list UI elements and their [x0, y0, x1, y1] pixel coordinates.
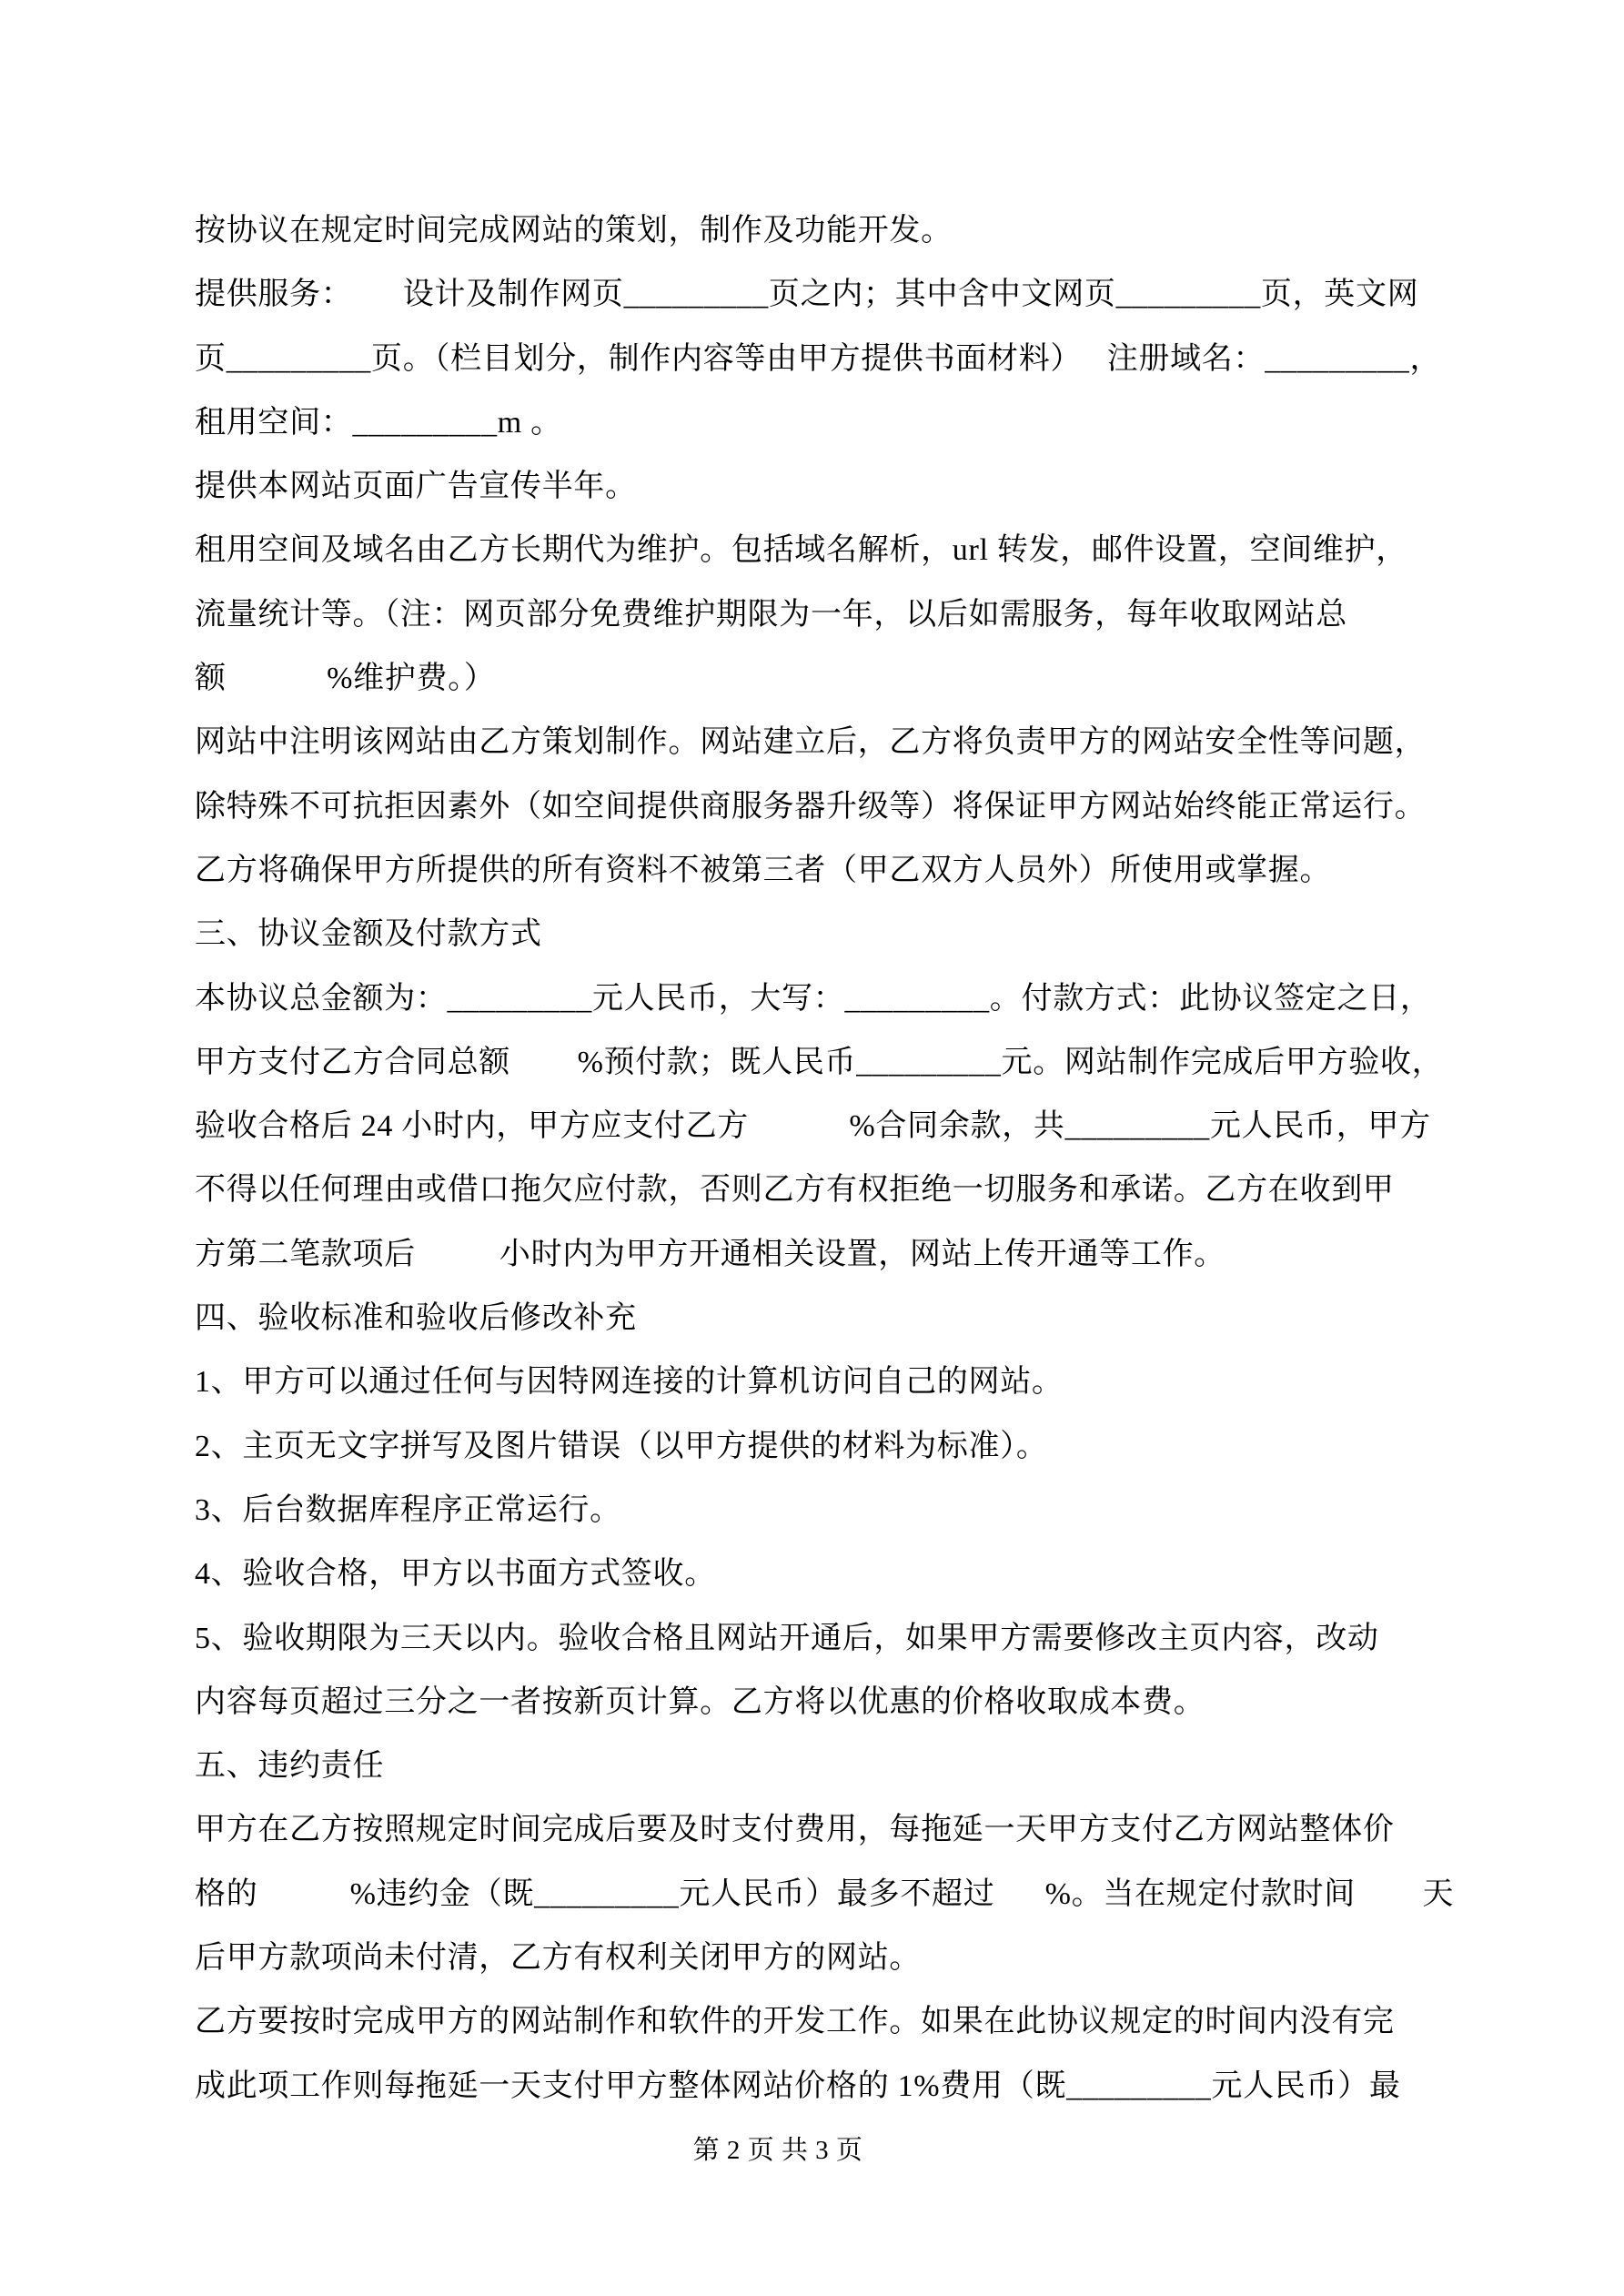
contract-line: 按协议在规定时间完成网站的策划，制作及功能开发。 — [195, 214, 953, 248]
page-number-footer: 第 2 页 共 3 页 — [692, 2136, 863, 2165]
contract-line: 除特殊不可抗拒因素外（如空间提供商服务器升级等）将保证甲方网站始终能正常运行。 — [195, 789, 1427, 824]
contract-line: 乙方要按时完成甲方的网站制作和软件的开发工作。如果在此协议规定的时间内没有完 — [195, 2005, 1395, 2039]
contract-line: 本协议总金额为：_________元人民币，大写：_________。付款方式：此协议签定之日， — [195, 981, 1432, 1016]
contract-line: 甲方支付乙方合同总额 %预付款；既人民币_________元。网站制作完成后甲方验收， — [195, 1045, 1444, 1079]
contract-line: 五、违约责任 — [195, 1749, 385, 1784]
contract-line: 流量统计等。（注：网页部分免费维护期限为一年，以后如需服务，每年收取网站总 — [195, 597, 1347, 632]
contract-line: 5、验收期限为三天以内。验收合格且网站开通后，如果甲方需要修改主页内容，改动 — [195, 1621, 1379, 1655]
contract-line: 三、协议金额及付款方式 — [195, 917, 542, 952]
contract-line: 3、后台数据库程序正常运行。 — [195, 1492, 621, 1527]
contract-line: 甲方在乙方按照规定时间完成后要及时支付费用，每拖延一天甲方支付乙方网站整体价 — [195, 1813, 1395, 1847]
contract-line: 后甲方款项尚未付清，乙方有权利关闭甲方的网站。 — [195, 1941, 922, 1976]
contract-line: 额 %维护费。） — [195, 662, 496, 696]
contract-line: 2、主页无文字拼写及图片错误（以甲方提供的材料为标准）。 — [195, 1429, 1048, 1463]
contract-body-text — [195, 199, 1487, 2119]
contract-line: 方第二笔款项后 小时内为甲方开通相关设置，网站上传开通等工作。 — [195, 1237, 1226, 1271]
contract-line: 成此项工作则每拖延一天支付甲方整体网站价格的 1%费用（既_________元人民币）最 — [195, 2068, 1401, 2103]
contract-line: 内容每页超过三分之一者按新页计算。乙方将以优惠的价格收取成本费。 — [195, 1684, 1205, 1719]
contract-line: 提供服务： 设计及制作网页_________页之内；其中含中文网页_________页，英文网 — [195, 278, 1419, 312]
contract-line: 四、验收标准和验收后修改补充 — [195, 1301, 637, 1336]
contract-line: 4、验收合格，甲方以书面方式签收。 — [195, 1557, 716, 1592]
contract-line: 租用空间：_________m 。 — [195, 405, 562, 440]
contract-line: 页_________页。（栏目划分，制作内容等由甲方提供书面材料） 注册域名：_________， — [195, 341, 1442, 376]
contract-line: 1、甲方可以通过任何与因特网连接的计算机访问自己的网站。 — [195, 1365, 1064, 1400]
contract-line: 乙方将确保甲方所提供的所有资料不被第三者（甲乙双方人员外）所使用或掌握。 — [195, 853, 1332, 887]
contract-line: 租用空间及域名由乙方长期代为维护。包括域名解析，url 转发，邮件设置，空间维护， — [195, 533, 1407, 568]
contract-line: 网站中注明该网站由乙方策划制作。网站建立后，乙方将负责甲方的网站安全性等问题， — [195, 725, 1427, 760]
contract-line: 验收合格后 24 小时内，甲方应支付乙方 %合同余款，共_________元人民币，甲方 — [195, 1109, 1431, 1144]
contract-line: 不得以任何理由或借口拖欠应付款，否则乙方有权拒绝一切服务和承诺。乙方在收到甲 — [195, 1173, 1395, 1208]
contract-line: 格的 %违约金（既_________元人民币）最多不超过 %。当在规定付款时间 天 — [195, 1876, 1455, 1911]
contract-line: 提供本网站页面广告宣传半年。 — [195, 470, 637, 504]
